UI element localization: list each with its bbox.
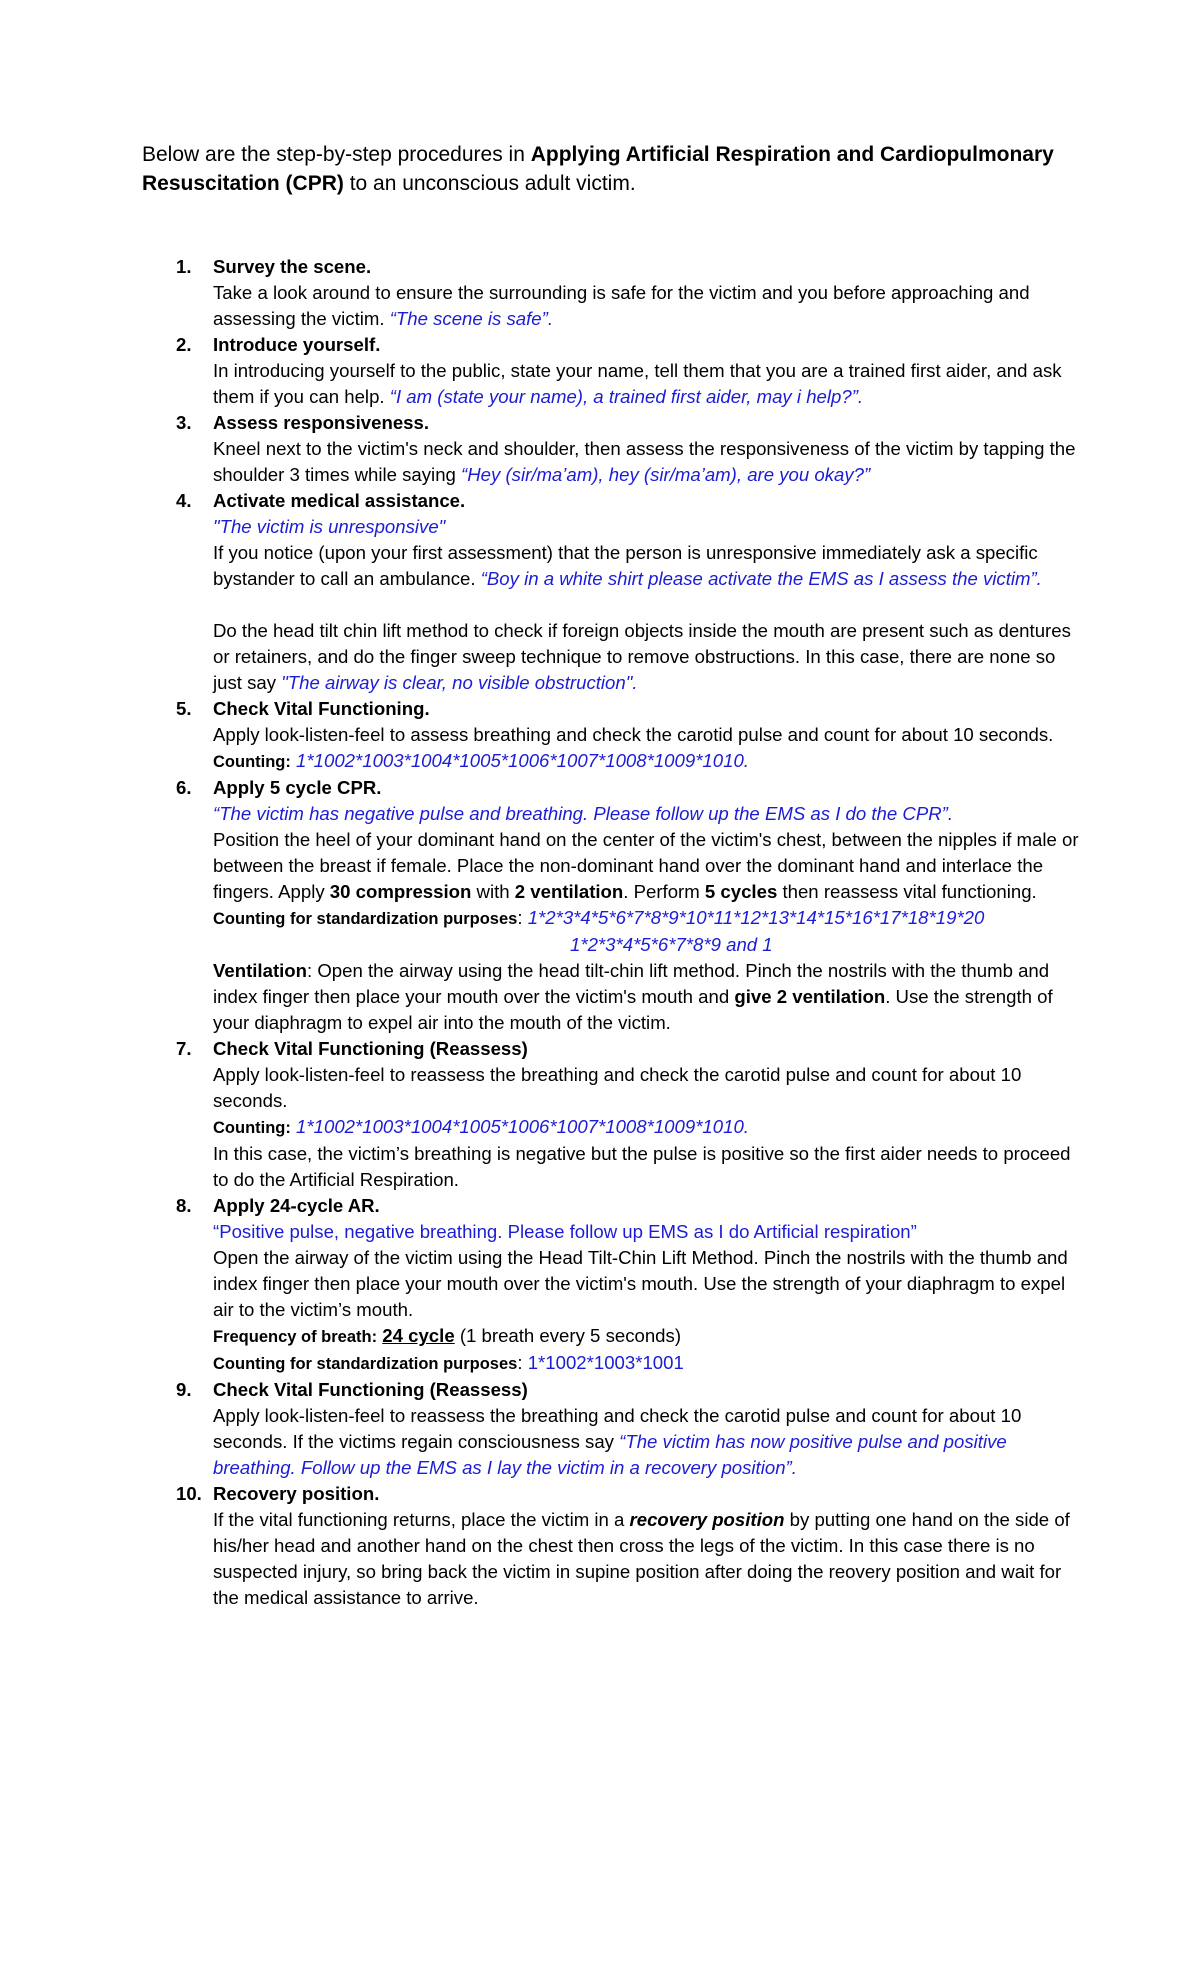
ventilation-paragraph — [213, 958, 1082, 1036]
step-number: 7. — [176, 1038, 192, 1059]
step-quote: “The victim has now positive pulse and positive breathing. Follow up the EMS as I lay the victim in a recovery position”. — [213, 1431, 1007, 1478]
counting-label: Counting for standardization purposes — [213, 1355, 518, 1373]
step-title: Introduce yourself. — [213, 334, 381, 355]
step-number: 5. — [176, 698, 192, 719]
step-number: 9. — [176, 1379, 192, 1400]
step-4 — [142, 488, 1082, 696]
step-title: Apply 5 cycle CPR. — [213, 777, 382, 798]
step-quote: “Hey (sir/ma’am), hey (sir/ma’am), are you okay?” — [461, 464, 871, 485]
step-body — [213, 1403, 1082, 1481]
step-title: Check Vital Functioning (Reassess) — [213, 1038, 528, 1059]
step-3 — [142, 410, 1082, 488]
step-7 — [142, 1036, 1082, 1193]
step-number: 3. — [176, 412, 192, 433]
counting-colon: : — [517, 907, 528, 928]
counting-label: Counting: — [213, 1119, 291, 1137]
counting-line — [213, 1350, 1082, 1377]
step-text: Do the head tilt chin lift method to check if foreign objects inside the mouth are present such as dentures or retainers, and do the finger sweep technique to remove obstructions. In this case, there are none so just say — [213, 620, 1071, 693]
step-text: Open the airway of the victim using the Head Tilt-Chin Lift Method. Pinch the nostrils with the thumb and index finger then place your mouth over the victim's mouth. Use the strength of your diaphragm to expel air to the victim’s mouth. — [213, 1247, 1068, 1320]
intro-text: Below are the step-by-step procedures in — [142, 143, 531, 166]
step-body — [213, 280, 1082, 332]
counting-line — [213, 748, 1082, 775]
frequency-label: Frequency of breath: — [213, 1328, 378, 1346]
step-title: Recovery position. — [213, 1483, 380, 1504]
step-2 — [142, 332, 1082, 410]
step-text: In introducing yourself to the public, state your name, tell them that you are a trained first aider, and ask them if you can help. — [213, 360, 1062, 407]
compression-count: 30 compression — [329, 881, 472, 902]
step-6 — [142, 775, 1082, 1036]
step-number: 4. — [176, 490, 192, 511]
step-title: Apply 24-cycle AR. — [213, 1195, 380, 1216]
counting-sequence: 1*2*3*4*5*6*7*8*9*10*11*12*13*14*15*16*17*18*19*20 — [527, 907, 985, 928]
step-number: 2. — [176, 334, 192, 355]
step-title: Survey the scene. — [213, 256, 372, 277]
frequency-line — [213, 1323, 1082, 1350]
counting-line — [213, 1114, 1082, 1141]
counting-label: Counting: — [213, 753, 291, 771]
step-title: Check Vital Functioning (Reassess) — [213, 1379, 528, 1400]
step-text: Position the heel of your dominant hand on the center of the victim's chest, between the nipples if male or between the breast if female. Place the non-dominant hand over the dominant hand and interlace the fingers. Apply — [213, 829, 1079, 902]
step-body — [213, 827, 1082, 905]
step-text: Kneel next to the victim's neck and shoulder, then assess the responsiveness of the victim by tapping the shoulder 3 times while saying — [213, 438, 1076, 485]
paragraph-gap — [213, 592, 1082, 618]
frequency-note: (1 breath every 5 seconds) — [454, 1325, 682, 1346]
step-body — [213, 436, 1082, 488]
ventilation-label: Ventilation — [213, 960, 308, 981]
counting-sequence: 1*1002*1003*1004*1005*1006*1007*1008*1009*1010. — [290, 1116, 749, 1137]
step-text: If the vital functioning returns, place the victim in a — [213, 1509, 630, 1530]
step-10 — [142, 1481, 1082, 1611]
step-text: Apply look-listen-feel to assess breathing and check the carotid pulse and count for about 10 seconds. — [213, 724, 1054, 745]
step-text: . Perform — [623, 881, 705, 902]
intro-text-end: to an unconscious adult victim. — [343, 172, 636, 195]
step-body — [213, 358, 1082, 410]
step-number: 8. — [176, 1195, 192, 1216]
counting-sequence-ventilation: 1*2*3*4*5*6*7*8*9 and 1 — [570, 934, 773, 955]
step-quote: “Boy in a white shirt please activate the EMS as I assess the victim”. — [480, 568, 1042, 589]
counting-sequence: 1*1002*1003*1001 — [527, 1352, 684, 1373]
intro-paragraph — [142, 140, 1062, 198]
step-quote: “I am (state your name), a trained first aider, may i help?”. — [389, 386, 864, 407]
recovery-position-emphasis: recovery position — [629, 1509, 785, 1530]
ventilation-count: 2 ventilation — [514, 881, 624, 902]
step-number: 6. — [176, 777, 192, 798]
step-body — [213, 540, 1082, 592]
step-body — [213, 618, 1082, 696]
step-quote: “Positive pulse, negative breathing. Please follow up EMS as I do Artificial respiration” — [213, 1221, 917, 1242]
step-1 — [142, 254, 1082, 332]
step-quote: “The victim has negative pulse and breathing. Please follow up the EMS as I do the CPR”. — [213, 803, 954, 824]
step-title: Assess responsiveness. — [213, 412, 430, 433]
step-text: If you notice (upon your first assessment) that the person is unresponsive immediately ask a specific bystander to call an ambulance. — [213, 542, 1038, 589]
counting-colon: : — [517, 1352, 528, 1373]
step-body — [213, 1507, 1082, 1611]
step-title: Check Vital Functioning. — [213, 698, 430, 719]
step-text: by putting one hand on the side of his/her head and another hand on the chest then cross the legs of the victim. In this case there is no suspected injury, so bring back the victim in supine position after doing the reovery position and wait for the medical assistance to arrive. — [213, 1509, 1070, 1608]
step-title: Activate medical assistance. — [213, 490, 466, 511]
step-5 — [142, 696, 1082, 775]
step-quote: “The scene is safe”. — [389, 308, 553, 329]
step-text: with — [471, 881, 515, 902]
step-text: In this case, the victim’s breathing is negative but the pulse is positive so the first aider needs to proceed to do the Artificial Respiration. — [213, 1143, 1071, 1190]
give-ventilation: give 2 ventilation — [734, 986, 886, 1007]
step-text: : Open the airway using the head tilt-chin lift method. Pinch the nostrils with the thumb and index finger then place your mouth over the victim's mouth and — [213, 960, 1050, 1007]
step-text: then reassess vital functioning. — [777, 881, 1037, 902]
counting-sequence: 1*1002*1003*1004*1005*1006*1007*1008*1009*1010. — [290, 750, 749, 771]
step-text: Apply look-listen-feel to reassess the breathing and check the carotid pulse and count for about 10 seconds. — [213, 1064, 1022, 1111]
step-quote: "The victim is unresponsive" — [213, 516, 446, 537]
step-number: 10. — [176, 1483, 202, 1504]
counting-label: Counting for standardization purposes — [213, 910, 518, 928]
step-8 — [142, 1193, 1082, 1377]
counting-line — [213, 905, 1082, 932]
step-number: 1. — [176, 256, 192, 277]
steps-list — [142, 254, 1082, 1611]
step-quote: "The airway is clear, no visible obstruction". — [281, 672, 638, 693]
step-text: . Use the strength of your diaphragm to expel air into the mouth of the victim. — [213, 986, 1053, 1033]
cycle-count: 5 cycles — [704, 881, 778, 902]
step-text: Take a look around to ensure the surrounding is safe for the victim and you before approaching and assessing the victim. — [213, 282, 1030, 329]
frequency-value: 24 cycle — [382, 1325, 455, 1346]
step-text: Apply look-listen-feel to reassess the breathing and check the carotid pulse and count for about 10 seconds. If the victims regain consciousness say — [213, 1405, 1022, 1452]
intro-bold-title: Applying Artificial Respiration and Cardiopulmonary Resuscitation (CPR) — [142, 143, 1054, 195]
step-9 — [142, 1377, 1082, 1481]
